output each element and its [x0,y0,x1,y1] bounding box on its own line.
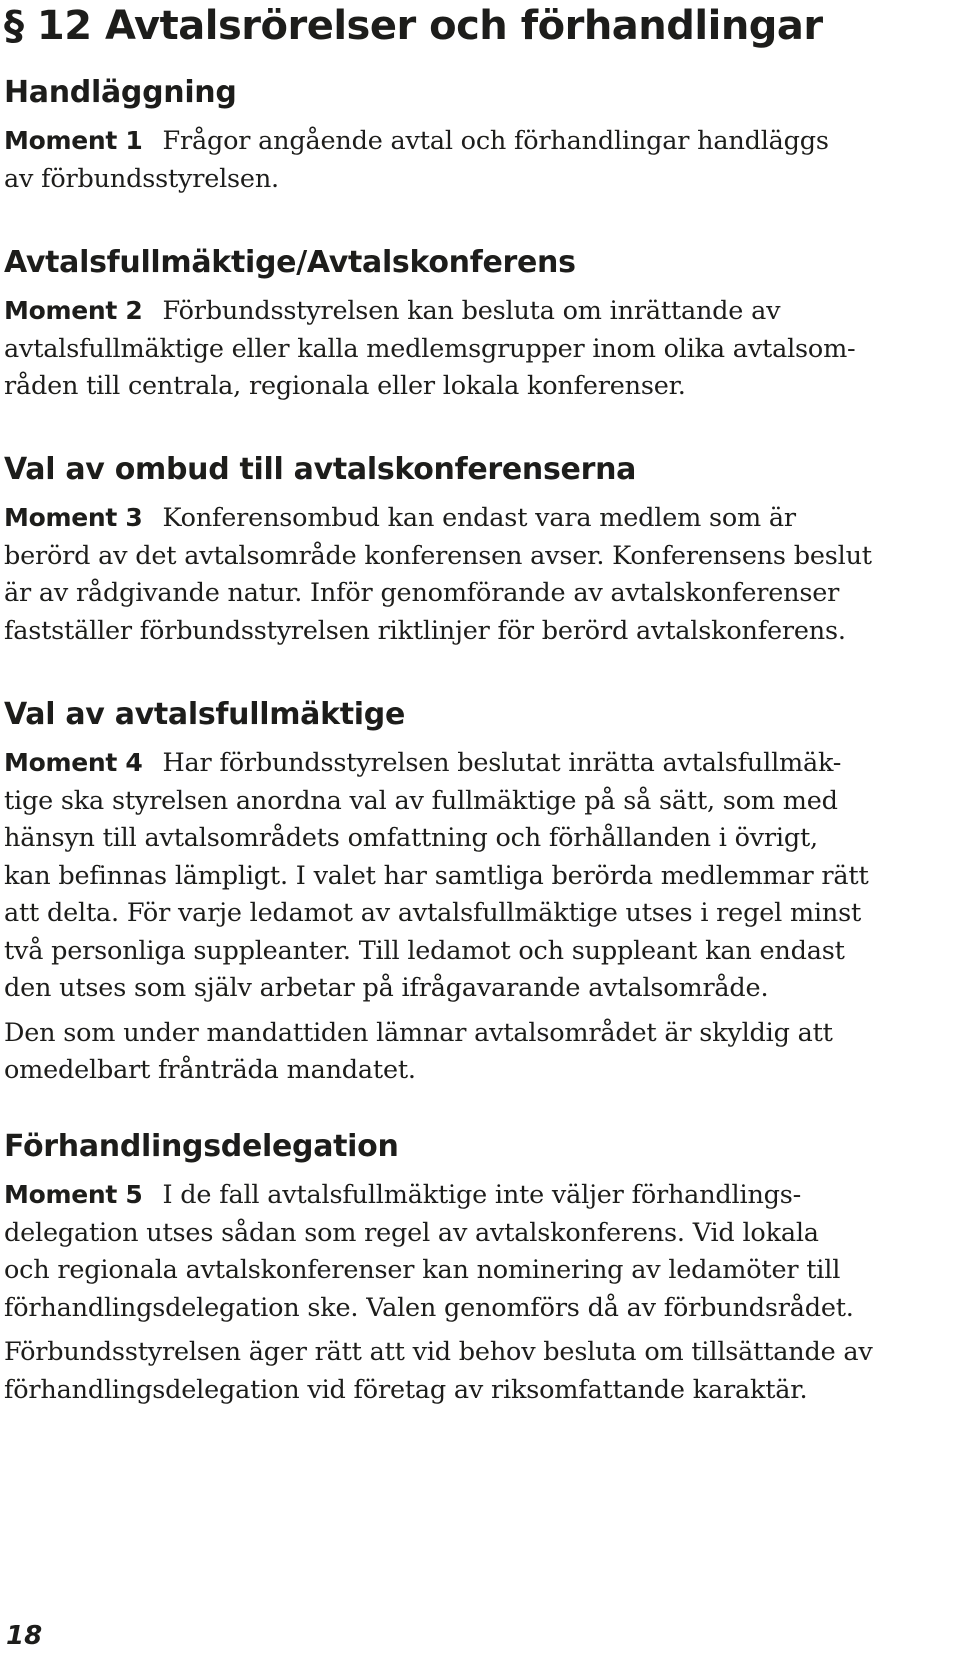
paragraph-text: Har förbundsstyrelsen beslutat inrätta avtalsfullmäk- [162,748,842,778]
paragraph-line: fastställer förbundsstyrelsen riktlinjer för berörd avtalskonferens. [4,615,846,646]
paragraph-line: berörd av det avtalsområde konferensen avser. Konferensens beslut [4,540,872,571]
section-paragraph [4,1176,954,1327]
section-heading: Avtalsfullmäktige/Avtalskonferens [4,245,576,280]
paragraph-line: förhandlingsdelegation vid företag av riksomfattande karaktär. [4,1374,808,1405]
moment-label: Moment 4 [4,748,143,777]
paragraph-text: Förbundsstyrelsen kan besluta om inrättande av [162,296,781,326]
section-heading: Förhandlingsdelegation [4,1129,399,1164]
paragraph-line [4,744,954,783]
paragraph-line: råden till centrala, regionala eller lokala konferenser. [4,371,686,401]
chapter-title: § 12 Avtalsrörelser och förhandlingar [4,3,823,49]
paragraph-line: förhandlingsdelegation ske. Valen genomförs då av förbundsrådet. [4,1292,854,1323]
paragraph-line: är av rådgivande natur. Inför genomförande av avtalskonferenser [4,578,840,608]
section-paragraph [4,292,954,406]
section-paragraph [4,1334,954,1409]
paragraph-line [4,122,954,161]
section-paragraph [4,122,954,198]
paragraph-line: den utses som själv arbetar på ifrågavarande avtalsområde. [4,973,769,1003]
moment-label: Moment 2 [4,296,143,325]
paragraph-line: kan befinnas lämpligt. I valet har samtliga berörda medlemmar rätt [4,860,869,891]
paragraph-line: två personliga suppleanter. Till ledamot och suppleant kan endast [4,935,845,966]
paragraph-line: Den som under mandattiden lämnar avtalsområdet är skyldig att [4,1017,833,1048]
paragraph-line: avtalsfullmäktige eller kalla medlemsgrupper inom olika avtalsom- [4,333,856,364]
section-val-av-avtalsfullmaktige [4,695,954,1090]
paragraph-line [4,1176,954,1215]
section-forhandlingsdelegation [4,1127,954,1409]
paragraph-line: tige ska styrelsen anordna val av fullmäktige på så sätt, som med [4,785,838,816]
paragraph-line [4,499,954,538]
page-number: 18 [6,1621,43,1651]
paragraph-line: och regionala avtalskonferenser kan nominering av ledamöter till [4,1255,841,1285]
section-val-av-ombud [4,450,954,650]
moment-label: Moment 3 [4,503,143,532]
moment-label: Moment 1 [4,126,143,155]
paragraph-line: hänsyn till avtalsområdets omfattning och förhållanden i övrigt, [4,823,818,853]
paragraph-line [4,292,954,331]
paragraph-line: av förbundsstyrelsen. [4,163,279,194]
paragraph-text: Konferensombud kan endast vara medlem som är [162,503,796,533]
paragraph-line: Förbundsstyrelsen äger rätt att vid behov besluta om tillsättande av [4,1337,873,1367]
section-heading: Val av avtalsfullmäktige [4,697,405,732]
paragraph-text: I de fall avtalsfullmäktige inte väljer förhandlings- [162,1180,802,1210]
section-heading: Handläggning [4,75,237,110]
paragraph-line: att delta. För varje ledamot av avtalsfullmäktige utses i regel minst [4,898,862,928]
section-paragraph [4,744,954,1008]
section-avtalsfullmaktige-avtalskonferens [4,243,954,406]
paragraph-text: Frågor angående avtal och förhandlingar handläggs [162,126,829,156]
section-paragraph [4,499,954,650]
section-handlaggning [4,73,954,198]
section-paragraph [4,1015,954,1090]
paragraph-line: omedelbart frånträda mandatet. [4,1055,416,1085]
section-heading: Val av ombud till avtalskonferenserna [4,452,637,487]
paragraph-line: delegation utses sådan som regel av avtalskonferens. Vid lokala [4,1217,819,1248]
moment-label: Moment 5 [4,1180,143,1209]
